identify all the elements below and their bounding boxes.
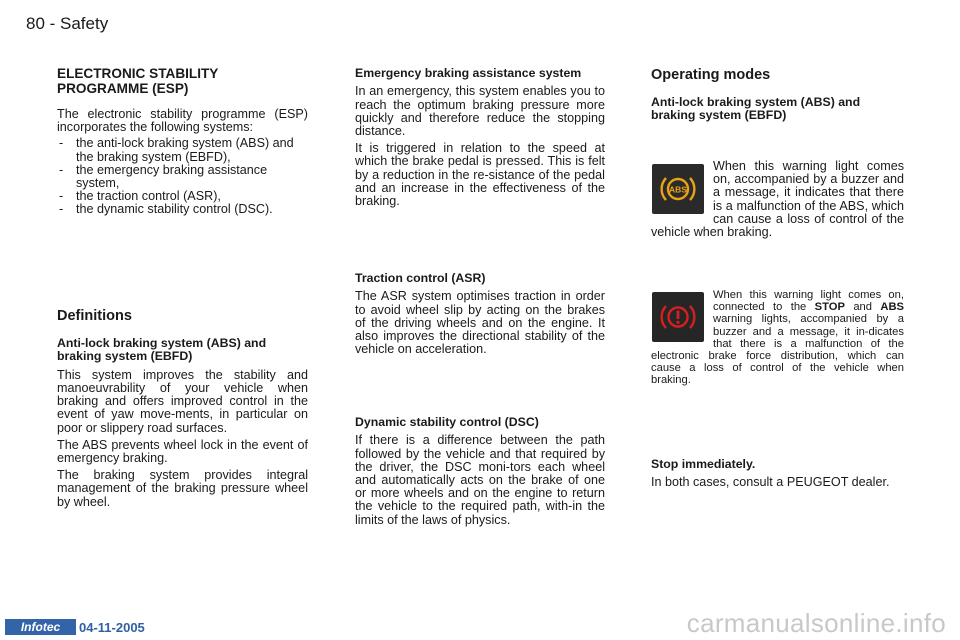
esp-title: ELECTRONIC STABILITY PROGRAMME (ESP) [57, 66, 219, 96]
stop-label: STOP [814, 301, 845, 314]
stop-heading: Stop immediately. [651, 457, 756, 471]
watermark: carmanualsonline.info [686, 608, 946, 638]
asr-block [355, 272, 605, 356]
abs-definition-p2: The ABS prevents wheel lock in the event of emergency braking. [57, 437, 308, 466]
brake-warning-text: When this warning light comes on, connected to the STOP and ABS warning lights, accompanied by a buzzer and a message, it in-dicates that there is a malfunction of the electronic brake force distribution, which can cause a loss of control of the vehicle when braking. [651, 289, 904, 387]
definitions-heading: Definitions [57, 308, 132, 324]
list-item: - the anti-lock braking system (ABS) and the braking system (EBFD), [57, 137, 308, 163]
emergency-block [355, 67, 605, 208]
operating-modes-heading: Operating modes [651, 67, 771, 83]
abs-definition-heading: Anti-lock braking system (ABS) and braking system (EBFD) [57, 336, 267, 364]
emergency-p1: In an emergency, this system enables you to reach the optimum braking pressure more quickly and therefore reduce the stopping distance. [355, 84, 605, 139]
abs-icon-text: ABS [669, 184, 687, 195]
esp-systems-list [57, 137, 308, 216]
abs-definition-block [57, 337, 308, 509]
page-title: 80 - Safety [26, 14, 109, 33]
stop-text: In both cases, consult a PEUGEOT dealer. [651, 475, 890, 490]
list-item: - the emergency braking assistance system, [57, 164, 308, 190]
esp-intro-block [57, 108, 308, 217]
abs-definition-p1: This system improves the stability and manoeuvrability of your vehicle when braking and offers improved control in the event of yaw move-ments, in particular on poor or slippery road surfaces. [57, 367, 308, 435]
abs-warning-block [651, 160, 904, 239]
brake-warning-block [651, 289, 904, 387]
dsc-block [355, 416, 605, 527]
dsc-p1: If there is a difference between the path followed by the vehicle and that required by the driver, the DSC moni-tors each wheel and automatically acts on the brake of one or more wheels and on the engine to return the vehicle to the required path, with-in the limits of the laws of physics. [355, 433, 605, 527]
operating-abs-heading: Anti-lock braking system (ABS) and braking system (EBFD) [651, 95, 861, 123]
esp-intro: The electronic stability programme (ESP) incorporates the following systems: [57, 107, 308, 135]
dsc-heading: Dynamic stability control (DSC) [355, 415, 539, 429]
emergency-p2: It is triggered in relation to the speed at which the brake pedal is pressed. This is felt by a reduction in the re-sistance of the pedal and an increase in the effectiveness of the braking. [355, 141, 605, 209]
abs-warning-icon [652, 164, 704, 214]
abs-definition-p3: The braking system provides integral management of the braking pressure wheel by wheel. [57, 468, 308, 509]
footer-date: 04-11-2005 [79, 620, 145, 635]
infotec-logo: Infotec [5, 619, 76, 635]
asr-p1: The ASR system optimises traction in order to avoid wheel slip by acting on the brakes of the driving wheels and on the engine. It also improves the directional stability of the vehicle on acceleration. [355, 289, 605, 357]
list-item: - the dynamic stability control (DSC). [57, 203, 308, 216]
abs-label: ABS [880, 301, 904, 314]
emergency-heading: Emergency braking assistance system [355, 66, 582, 80]
asr-heading: Traction control (ASR) [355, 271, 486, 285]
brake-warning-icon [652, 292, 704, 342]
abs-warning-text: When this warning light comes on, accompanied by a buzzer and a message, it indicates that there is a malfunction of the ABS, which can cause a loss of control of the vehicle when braking. [651, 159, 904, 240]
list-item: - the traction control (ASR), [57, 190, 308, 203]
stop-block [651, 458, 904, 490]
